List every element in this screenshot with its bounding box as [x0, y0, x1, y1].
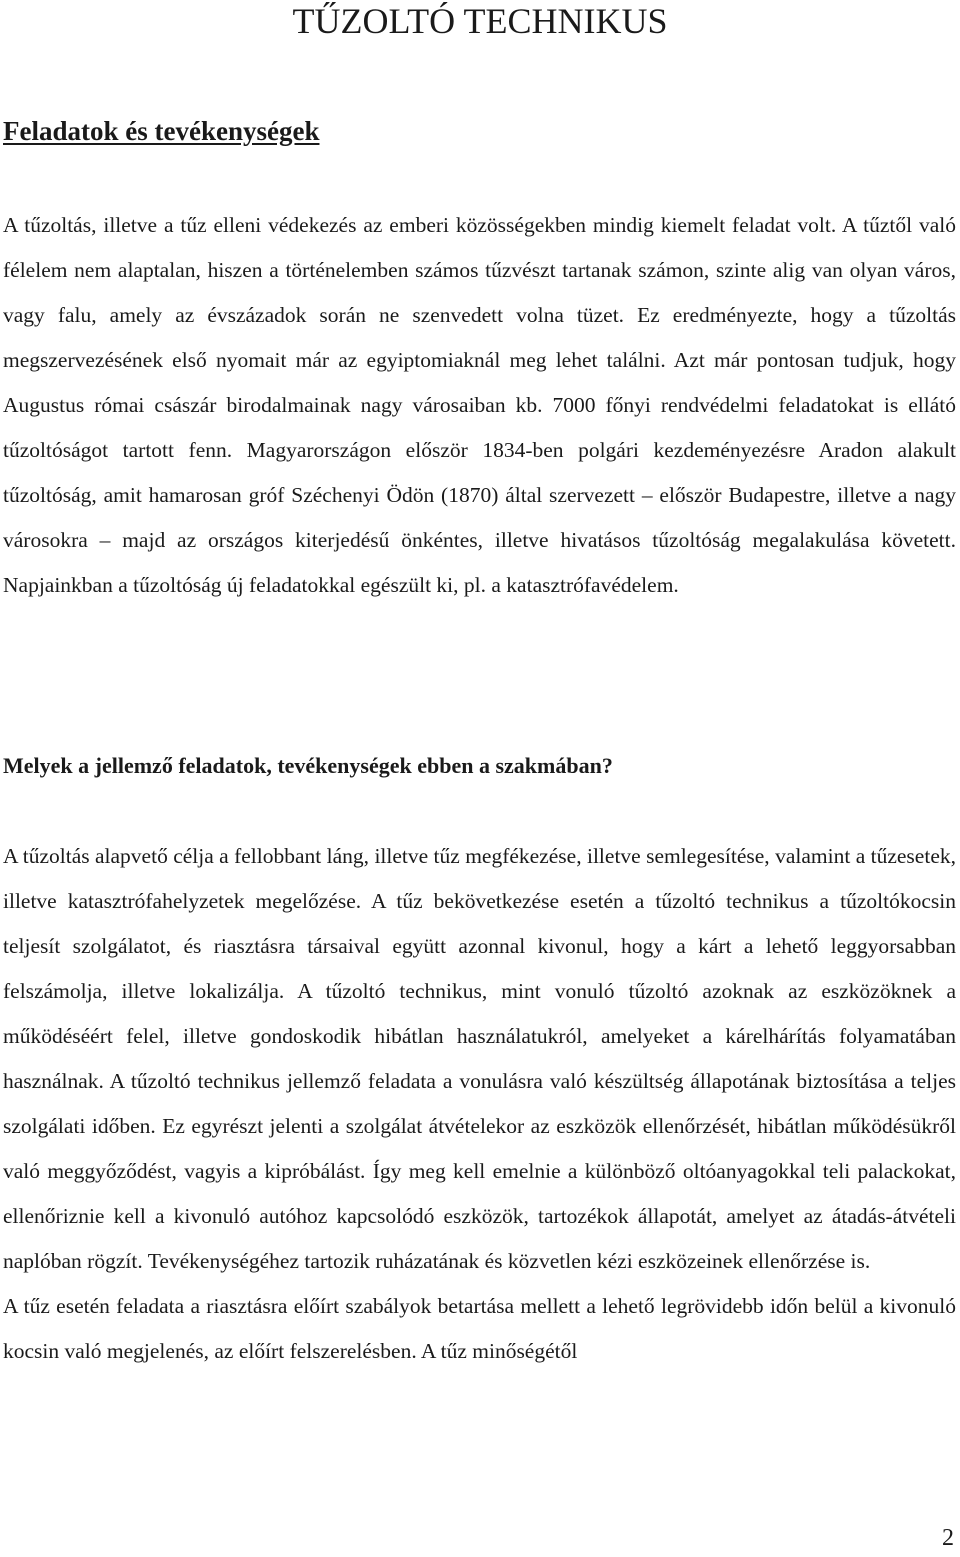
intro-paragraph: A tűzoltás, illetve a tűz elleni védekezés az emberi közösségekben mindig kiemelt feladat volt. A tűztől való félelem nem alaptalan, hiszen a történelemben számos tűzvészt tartanak számon, szinte alig van olyan város, vagy falu, amely az évszázadok során ne szenvedett volna tüzet. Ez eredményezte, hogy a tűzoltás megszervezésének első nyomait már az egyiptomiaknál meg lehet találni. Azt már pontosan tudjuk, hogy Augustus római császár birodalmainak nagy városaiban kb. 7000 főnyi rendvédelmi feladatokat is ellátó tűzoltóságot tartott fenn. Magyarországon először 1834-ben polgári kezdeményezésre Aradon alakult tűzoltóság, amit hamarosan gróf Széchenyi Ödön (1870) által szervezett – először Budapestre, illetve a nagy városokra – majd az országos kiterjedésű önkéntes, illetve hivatásos tűzoltóság megalakulása követett. Napjainkban a tűzoltóság új feladatokkal egészült ki, pl. a katasztrófavédelem.	[3, 213, 956, 597]
tasks-paragraph: A tűzoltás alapvető célja a fellobbant láng, illetve tűz megfékezése, illetve semlegesítése, valamint a tűzesetek, illetve katasztrófahelyzetek megelőzése. A tűz bekövetkezése esetén a tűzoltó technikus a tűzoltókocsin teljesít szolgálatot, és riasztásra társaival együtt azonnal kivonul, hogy a kárt a lehető leggyorsabban felszámolja, illetve lokalizálja. A tűzoltó technikus, mint vonuló tűzoltó azoknak az eszközöknek a működéséért felel, illetve gondoskodik hibátlan használatukról, amelyeket a kárelhárítás folyamatában használnak. A tűzoltó technikus jellemző feladata a vonulásra való készültség állapotának biztosítása a teljes szolgálati időben. Ez egyrészt jelenti a szolgálat átvételekor az eszközök ellenőrzését, hibátlan működésükről való meggyőződést, vagyis a kipróbálást. Így meg kell emelnie a különböző oltóanyagokkal teli palackokat, ellenőriznie kell a kivonuló autóhoz kapcsolódó eszközök, tartozékok állapotát, amelyet az átadás-átvételi naplóban rögzít. Tevékenységéhez tartozik ruházatának és közvetlen kézi eszközeinek ellenőrzése is.	[3, 844, 956, 1273]
alarm-paragraph: A tűz esetén feladata a riasztásra előírt szabályok betartása mellett a lehető legrövidebb időn belül a kivonuló kocsin való megjelenés, az előírt felszerelésben. A tűz minőségétől	[3, 1294, 956, 1363]
tasks-text	[3, 834, 956, 1374]
section-heading: Feladatok és tevékenységek	[3, 116, 320, 146]
question-heading: Melyek a jellemző feladatok, tevékenységek ebben a szakmában?	[3, 753, 613, 778]
page-number: 2	[942, 1525, 954, 1551]
page-title: TŰZOLTÓ TECHNIKUS	[292, 1, 668, 41]
